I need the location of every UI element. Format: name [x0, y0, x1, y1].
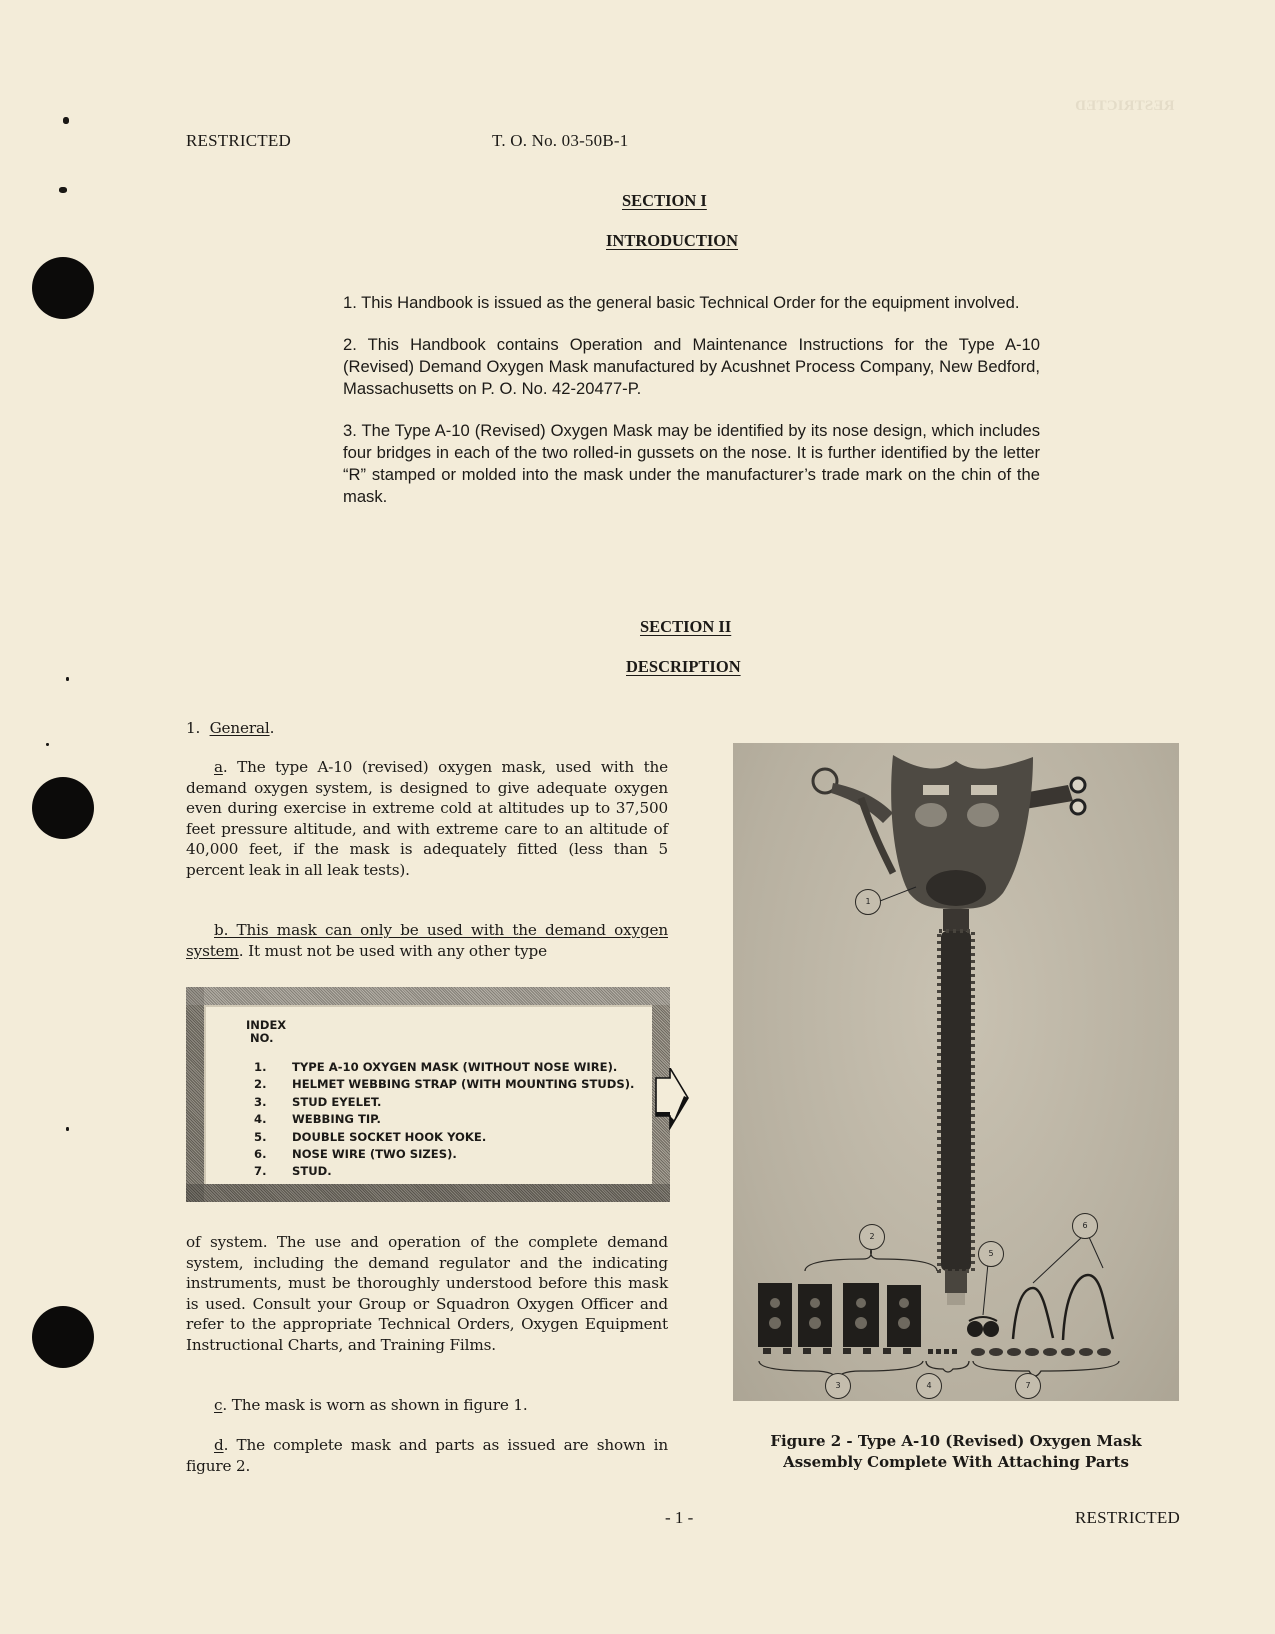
corrugated-hose — [939, 931, 973, 1271]
callout-6: 6 — [1072, 1213, 1098, 1239]
index-item: 5. DOUBLE SOCKET HOOK YOKE. — [254, 1129, 487, 1144]
callout-1: 1 — [855, 889, 881, 915]
figure-2-photo — [733, 743, 1179, 1401]
bleed-through-text: RESTRICTED — [1075, 98, 1175, 114]
introduction-paragraphs — [343, 292, 1040, 508]
paragraph-b: b. This mask can only be used with the demand oxygen system. It must not be used with any other type — [186, 921, 668, 960]
page-number: - 1 - — [665, 1508, 694, 1527]
index-item: 4. WEBBING TIP. — [254, 1112, 381, 1127]
paragraph-a: a. The type A-10 (revised) oxygen mask, used with the demand oxygen system, is designed to give adequate oxygen even during exercise in extreme cold at altitudes up to 37,500 feet pressure altitude, and with extreme care to an altitude of 40,000 feet, if the mask is adequately fitted (less than 5 percent leak in all leak tests). — [186, 758, 668, 879]
index-list — [254, 1059, 634, 1181]
paper-speck — [66, 1127, 69, 1131]
header-to-number: T. O. No. 03-50B-1 — [492, 131, 629, 150]
binder-hole-bottom — [32, 1306, 94, 1368]
callout-5: 5 — [978, 1241, 1004, 1267]
figure-2-caption: Figure 2 - Type A-10 (Revised) Oxygen Mask Assembly Complete With Attaching Parts — [770, 1432, 1142, 1471]
index-item: 3. STUD EYELET. — [254, 1094, 382, 1109]
intro-paragraph-3: 3. The Type A-10 (Revised) Oxygen Mask may be identified by its nose design, which includes four bridges in each of the two rolled-in gussets on the nose. It is further identified by the letter “R” stamped or molded into the mask under the manufacturer’s trade mark on the chin of the mask. — [343, 421, 1040, 506]
general-label: General — [209, 719, 270, 737]
section-1-title: SECTION I — [622, 191, 707, 210]
index-heading: INDEX NO. — [246, 1018, 287, 1045]
callout-4: 4 — [916, 1373, 942, 1399]
oxygen-mask-illustration — [733, 743, 1179, 1401]
paper-speck — [66, 677, 69, 681]
header-classification: RESTRICTED — [186, 131, 291, 150]
section-2-subtitle: DESCRIPTION — [626, 657, 741, 676]
callout-7: 7 — [1015, 1373, 1041, 1399]
binder-hole-top — [32, 257, 94, 319]
index-item: 7. STUD. — [254, 1164, 332, 1179]
paper-speck — [59, 187, 67, 193]
right-arrow-icon — [654, 1068, 690, 1132]
intro-paragraph-2: 2. This Handbook contains Operation and Maintenance Instructions for the Type A-10 (Revised) Demand Oxygen Mask manufactured by Acushnet Process Company, New Bedford, Massachusetts on P. O. No. 42-20477-P. — [343, 335, 1040, 398]
index-item: 2. HELMET WEBBING STRAP (WITH MOUNTING STUDS). — [254, 1077, 635, 1092]
intro-paragraph-1: 1. This Handbook is issued as the general basic Technical Order for the equipment involved. — [343, 293, 1020, 312]
paper-speck — [46, 743, 49, 746]
callout-3: 3 — [825, 1373, 851, 1399]
paragraph-b-continued: of system. The use and operation of the complete demand system, including the demand regulator and the indicating instruments, must be thoroughly understood before this mask is used. Consult your Group or Squadron Oxygen Officer and refer to the appropriate Technical Orders, Oxygen Equipment Instructional Charts, and Training Films. — [186, 1233, 668, 1354]
binder-hole-middle — [32, 777, 94, 839]
figure-index-box — [186, 987, 670, 1202]
paper-speck — [63, 117, 69, 124]
paragraph-d: d. The complete mask and parts as issued are shown in figure 2. — [186, 1436, 668, 1475]
index-item: 1. TYPE A-10 OXYGEN MASK (WITHOUT NOSE WIRE). — [254, 1060, 618, 1074]
index-item: 6. NOSE WIRE (TWO SIZES). — [254, 1147, 457, 1162]
footer-classification: RESTRICTED — [1075, 1508, 1180, 1527]
paragraph-c: c. The mask is worn as shown in figure 1. — [214, 1396, 528, 1414]
section-2-title: SECTION II — [640, 617, 732, 636]
general-heading: 1. General. — [186, 719, 275, 737]
callout-2: 2 — [859, 1224, 885, 1250]
section-1-subtitle: INTRODUCTION — [606, 231, 739, 250]
